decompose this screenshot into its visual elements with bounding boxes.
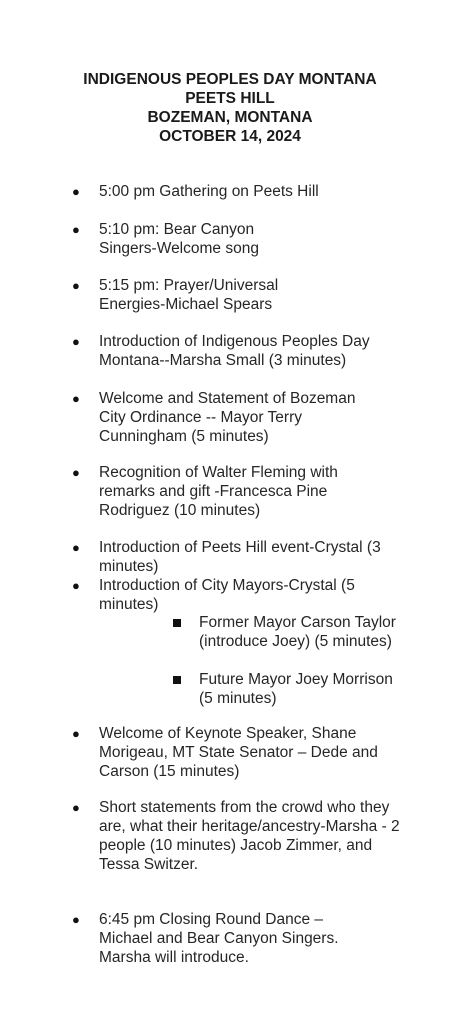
agenda-item xyxy=(72,538,399,576)
agenda-item xyxy=(72,182,419,201)
agenda-item-text: Welcome and Statement of Bozeman City Ordinance -- Mayor Terry Cunningham (5 minutes) xyxy=(99,390,356,445)
square-bullet-icon xyxy=(173,676,181,684)
event-date: OCTOBER 14, 2024 xyxy=(159,128,301,145)
agenda-subitem-text: Former Mayor Carson Taylor (introduce Joey) (5 minutes) xyxy=(199,614,396,650)
agenda-item-text: Introduction of Peets Hill event-Crystal (3 minutes) xyxy=(99,539,381,575)
agenda-subitem-text: Future Mayor Joey Morrison (5 minutes) xyxy=(199,671,393,707)
agenda-item-text: Introduction of Indigenous Peoples Day Montana--Marsha Small (3 minutes) xyxy=(99,333,370,369)
bullet-icon: ● xyxy=(72,278,80,293)
bullet-icon: ● xyxy=(72,540,80,555)
agenda-item xyxy=(72,220,309,258)
agenda-item xyxy=(72,798,404,874)
agenda-item-text: Recognition of Walter Fleming with remarks and gift -Francesca Pine Rodriguez (10 minutes) xyxy=(99,464,338,519)
bullet-icon: ● xyxy=(72,222,80,237)
agenda-item xyxy=(72,389,384,446)
document-header xyxy=(0,70,460,146)
event-title: INDIGENOUS PEOPLES DAY MONTANA xyxy=(83,71,377,88)
agenda-item xyxy=(72,910,369,967)
agenda-item-text: 5:15 pm: Prayer/Universal Energies-Michael Spears xyxy=(99,277,279,313)
agenda-item xyxy=(72,463,369,520)
bullet-icon: ● xyxy=(72,800,80,815)
agenda-item-text: 6:45 pm Closing Round Dance – Michael and Bear Canyon Singers. Marsha will introduce. xyxy=(99,911,339,966)
bullet-icon: ● xyxy=(72,578,80,593)
agenda-item xyxy=(72,724,384,781)
agenda-item-text: Introduction of City Mayors-Crystal (5 minutes) xyxy=(99,577,355,613)
bullet-icon: ● xyxy=(72,184,80,199)
bullet-icon: ● xyxy=(72,465,80,480)
agenda-subitem xyxy=(199,670,409,708)
agenda-item-text: Welcome of Keynote Speaker, Shane Morigeau, MT State Senator – Dede and Carson (15 minutes) xyxy=(99,725,378,780)
bullet-icon: ● xyxy=(72,334,80,349)
agenda-item xyxy=(72,332,399,370)
bullet-icon: ● xyxy=(72,726,80,741)
event-venue: PEETS HILL xyxy=(185,90,275,107)
agenda-item-text: Short statements from the crowd who they are, what their heritage/ancestry-Marsha - 2 people (10 minutes) Jacob Zimmer, and Tessa Switzer. xyxy=(99,799,400,873)
agenda-subitem xyxy=(199,613,409,651)
agenda-item-text: 5:00 pm Gathering on Peets Hill xyxy=(99,183,319,200)
bullet-icon: ● xyxy=(72,912,80,927)
event-location: BOZEMAN, MONTANA xyxy=(147,109,313,126)
agenda-item-text: 5:10 pm: Bear Canyon Singers-Welcome song xyxy=(99,221,259,257)
agenda-item xyxy=(72,276,309,314)
square-bullet-icon xyxy=(173,619,181,627)
agenda-item xyxy=(72,576,399,614)
bullet-icon: ● xyxy=(72,391,80,406)
